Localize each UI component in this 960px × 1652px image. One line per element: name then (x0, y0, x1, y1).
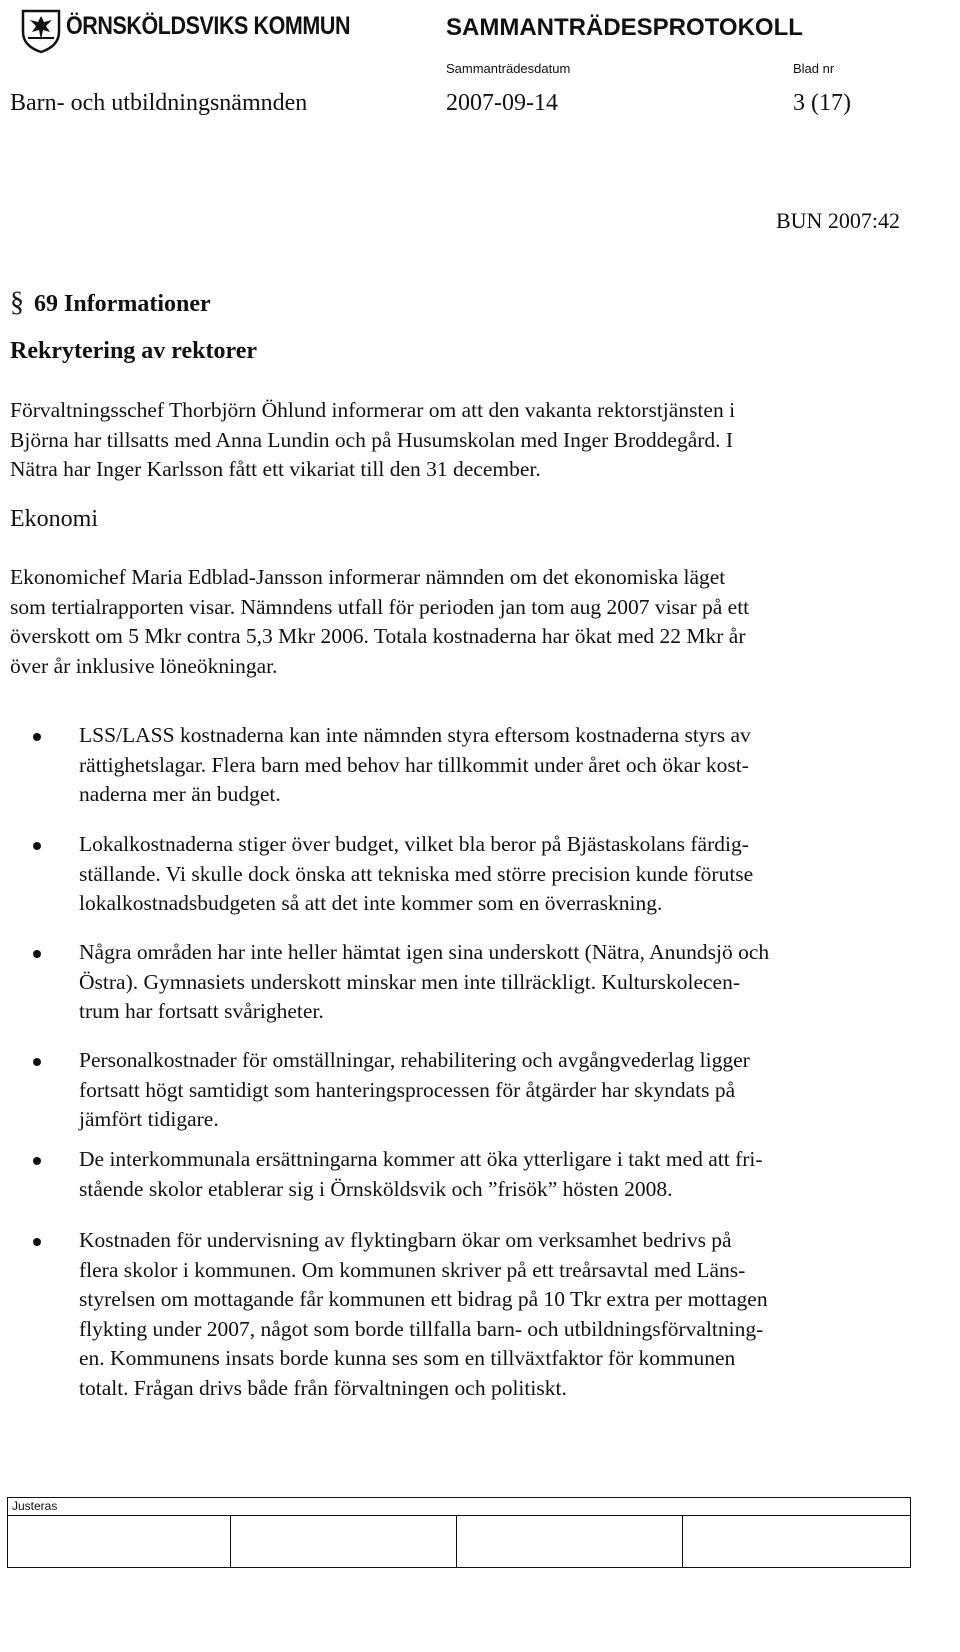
meeting-date-label: Sammanträdesdatum (446, 61, 571, 76)
subheading-ekonomi: Ekonomi (10, 506, 98, 532)
signature-label: Justeras (12, 1499, 58, 1513)
case-number: BUN 2007:42 (775, 208, 900, 233)
page-number-label: Blad nr (793, 61, 835, 76)
text-line: jämfört tidigare. (79, 1107, 219, 1131)
text-line: som tertialrapporten visar. Nämndens utfall för perioden jan tom aug 2007 visar på ett (10, 594, 750, 619)
divider (230, 1516, 231, 1567)
text-line: totalt. Frågan drivs både från förvaltningen och politiskt. (79, 1375, 567, 1400)
bullet-icon (33, 1157, 41, 1165)
text-line: Ekonomichef Maria Edblad-Jansson informerar nämnden om det ekonomiska läget (10, 565, 726, 589)
text-line: Nätra har Inger Karlsson fått ett vikariat till den 31 december. (10, 457, 541, 481)
text-line: Kostnaden för undervisning av flyktingbarn ökar om verksamhet bedrivs på (79, 1228, 732, 1252)
text-line: lokalkostnadsbudgeten så att det inte kommer som en överraskning. (79, 891, 663, 915)
text-line: en. Kommunens insats borde kunna ses som en tillväxtfaktor för kommunen (79, 1346, 736, 1370)
text-line: ställande. Vi skulle dock önska att tekniska med större precision kunde förutse (79, 861, 754, 886)
bullet-icon (33, 733, 41, 741)
text-line: flykting under 2007, något som borde tillfalla barn- och utbildningsförvaltning- (79, 1316, 764, 1341)
text-line: Östra). Gymnasiets underskott minskar men inte tillräckligt. Kulturskolecen- (79, 969, 740, 994)
signature-box (7, 1497, 911, 1568)
text-line: Björna har tillsatts med Anna Lundin och på Husumskolan med Inger Broddegård. I (10, 427, 734, 452)
text-line: LSS/LASS kostnaderna kan inte nämnden styra eftersom kostnaderna styrs av (79, 723, 751, 747)
text-line: fortsatt högt samtidigt som hanteringsprocessen för åtgärder har skyndats på (79, 1077, 736, 1102)
section-title: 69 Informationer (34, 291, 211, 317)
paragraph-ekonomi (10, 563, 910, 681)
page-number: 3 (17) (793, 90, 851, 116)
bullet-icon (33, 1058, 41, 1066)
paragraph-rekrytering (10, 396, 910, 485)
divider (682, 1516, 683, 1567)
document-type: SAMMANTRÄDESPROTOKOLL (446, 14, 803, 41)
coat-of-arms-icon (20, 8, 62, 54)
text-line: överskott om 5 Mkr contra 5,3 Mkr 2006. Totala kostnaderna har ökat med 22 Mkr år (10, 624, 746, 648)
text-line: flera skolor i kommunen. Om kommunen skriver på ett treårsavtal med Läns- (79, 1257, 746, 1282)
text-line: Personalkostnader för omställningar, rehabilitering och avgångvederlag ligger (79, 1048, 750, 1072)
divider (456, 1516, 457, 1567)
text-line: Lokalkostnaderna stiger över budget, vilket bla beror på Bjästaskolans färdig- (79, 832, 749, 856)
organization-name: ÖRNSKÖLDSVIKS KOMMUN (66, 12, 351, 40)
bullet-icon (33, 950, 41, 958)
text-line: stående skolor etablerar sig i Örnsköldsvik och ”frisök” hösten 2008. (79, 1176, 673, 1201)
section-symbol: § (10, 287, 24, 318)
text-line: De interkommunala ersättningarna kommer att öka ytterligare i takt med att fri- (79, 1147, 763, 1171)
bullet-icon (33, 1238, 41, 1246)
section-heading (10, 287, 211, 319)
text-line: styrelsen om mottagande får kommunen ett bidrag på 10 Tkr extra per mottagen (79, 1287, 768, 1311)
board-name: Barn- och utbildningsnämnden (10, 90, 308, 116)
meeting-date: 2007-09-14 (446, 90, 558, 116)
divider (8, 1515, 910, 1516)
text-line: trum har fortsatt svårigheter. (79, 999, 324, 1023)
text-line: över år inklusive löneökningar. (10, 653, 278, 678)
text-line: naderna mer än budget. (79, 782, 281, 806)
bullet-icon (33, 842, 41, 850)
text-line: Några områden har inte heller hämtat igen sina underskott (Nätra, Anundsjö och (79, 940, 770, 964)
text-line: rättighetslagar. Flera barn med behov har tillkommit under året och ökar kost- (79, 752, 749, 777)
subheading-rekrytering: Rekrytering av rektorer (10, 338, 258, 364)
text-line: Förvaltningsschef Thorbjörn Öhlund informerar om att den vakanta rektorstjänsten i (10, 398, 736, 422)
